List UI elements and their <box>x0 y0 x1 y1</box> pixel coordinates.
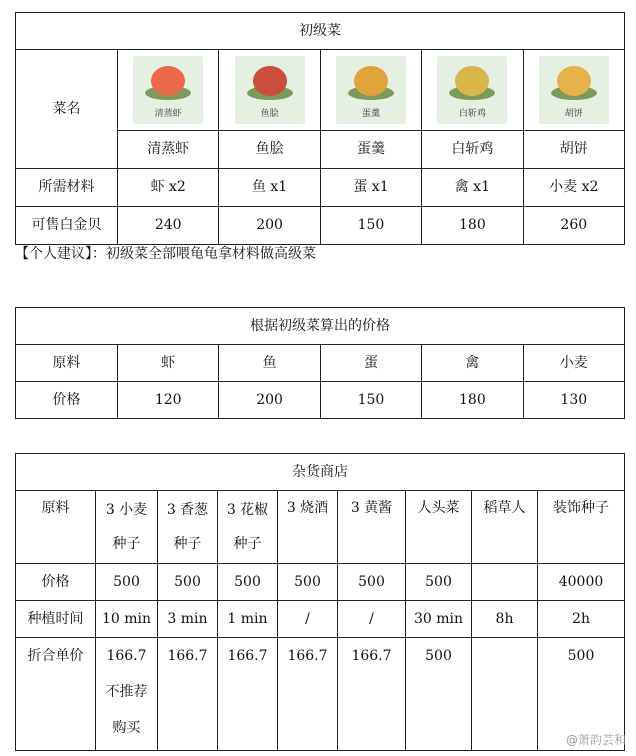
store-item-price: 500 <box>96 564 158 601</box>
row-header-dish-name: 菜名 <box>16 50 118 169</box>
dish-image-cell <box>523 50 624 131</box>
store-item-time: 2h <box>538 601 625 638</box>
ingredient-price: 200 <box>219 382 320 419</box>
dish-image: 清蒸虾 <box>133 56 203 124</box>
row-header-unit-price: 折合单价 <box>16 638 96 751</box>
store-item-unit-price <box>472 638 538 751</box>
row-header-ingredient: 原料 <box>16 345 118 382</box>
store-item-unit-price: 166.7 <box>278 638 338 751</box>
ingredient-name: 鱼 <box>219 345 320 382</box>
dish-material: 禽 x1 <box>422 169 523 207</box>
row-header-price: 价格 <box>16 382 118 419</box>
store-item-name: 稻草人 <box>472 491 538 564</box>
store-item-price <box>472 564 538 601</box>
dish-material: 小麦 x2 <box>523 169 624 207</box>
dish-material: 蛋 x1 <box>320 169 421 207</box>
row-header-plant-time: 种植时间 <box>16 601 96 638</box>
grocery-store-table <box>15 453 625 751</box>
dish-name: 蛋羹 <box>320 131 421 169</box>
dish-name: 白斩鸡 <box>422 131 523 169</box>
store-item-price: 500 <box>338 564 406 601</box>
store-item-unit-price: 166.7 不推荐 购买 <box>96 638 158 751</box>
store-item-price: 500 <box>158 564 218 601</box>
dish-image: 白斩鸡 <box>437 56 507 124</box>
derived-price-table <box>15 307 625 419</box>
ingredient-name: 虾 <box>118 345 219 382</box>
dish-image-cell <box>422 50 523 131</box>
dish-image-cell <box>320 50 421 131</box>
store-item-time: 30 min <box>406 601 472 638</box>
ingredient-name: 禽 <box>422 345 523 382</box>
dish-image: 鱼脍 <box>235 56 305 124</box>
ingredient-price: 180 <box>422 382 523 419</box>
row-header-price: 可售白金贝 <box>16 207 118 245</box>
ingredient-price: 120 <box>118 382 219 419</box>
weibo-watermark: @萧韵芸和 <box>565 733 626 747</box>
store-item-price: 40000 <box>538 564 625 601</box>
store-item-unit-price: 166.7 <box>338 638 406 751</box>
store-item-price: 500 <box>218 564 278 601</box>
store-item-name: 人头菜 <box>406 491 472 564</box>
dish-image-cell <box>118 50 219 131</box>
ingredient-name: 蛋 <box>320 345 421 382</box>
store-item-time: 8h <box>472 601 538 638</box>
store-item-name: 3 香葱 种子 <box>158 491 218 564</box>
dish-name: 清蒸虾 <box>118 131 219 169</box>
table-title: 杂货商店 <box>16 454 625 491</box>
store-item-unit-price: 500 <box>538 638 625 751</box>
dish-image-cell <box>219 50 320 131</box>
store-item-unit-price: 166.7 <box>158 638 218 751</box>
dish-name: 鱼脍 <box>219 131 320 169</box>
row-header-material: 所需材料 <box>16 169 118 207</box>
table-title: 根据初级菜算出的价格 <box>16 308 625 345</box>
store-item-unit-price: 166.7 <box>218 638 278 751</box>
dish-name: 胡饼 <box>523 131 624 169</box>
primary-dishes-table <box>15 12 625 245</box>
dish-price: 200 <box>219 207 320 245</box>
store-item-name: 3 烧酒 <box>278 491 338 564</box>
dish-image: 蛋羹 <box>336 56 406 124</box>
store-item-name: 3 花椒 种子 <box>218 491 278 564</box>
ingredient-price: 130 <box>523 382 624 419</box>
store-item-time: 10 min <box>96 601 158 638</box>
store-item-time: 3 min <box>158 601 218 638</box>
dish-image: 胡饼 <box>539 56 609 124</box>
dish-price: 180 <box>422 207 523 245</box>
store-item-time: 1 min <box>218 601 278 638</box>
row-header-price: 价格 <box>16 564 96 601</box>
dish-material: 虾 x2 <box>118 169 219 207</box>
table-title: 初级菜 <box>16 13 625 50</box>
personal-suggestion-note: 【个人建议】：初级菜全部喂龟龟拿材料做高级菜 <box>15 246 316 262</box>
store-item-price: 500 <box>406 564 472 601</box>
store-item-name: 3 黄酱 <box>338 491 406 564</box>
store-item-name: 3 小麦 种子 <box>96 491 158 564</box>
dish-material: 鱼 x1 <box>219 169 320 207</box>
store-item-time: / <box>338 601 406 638</box>
store-item-time: / <box>278 601 338 638</box>
store-item-unit-price: 500 <box>406 638 472 751</box>
store-item-name: 装饰种子 <box>538 491 625 564</box>
row-header-ingredient: 原料 <box>16 491 96 564</box>
ingredient-name: 小麦 <box>523 345 624 382</box>
dish-price: 240 <box>118 207 219 245</box>
dish-price: 260 <box>523 207 624 245</box>
ingredient-price: 150 <box>320 382 421 419</box>
dish-price: 150 <box>320 207 421 245</box>
store-item-price: 500 <box>278 564 338 601</box>
